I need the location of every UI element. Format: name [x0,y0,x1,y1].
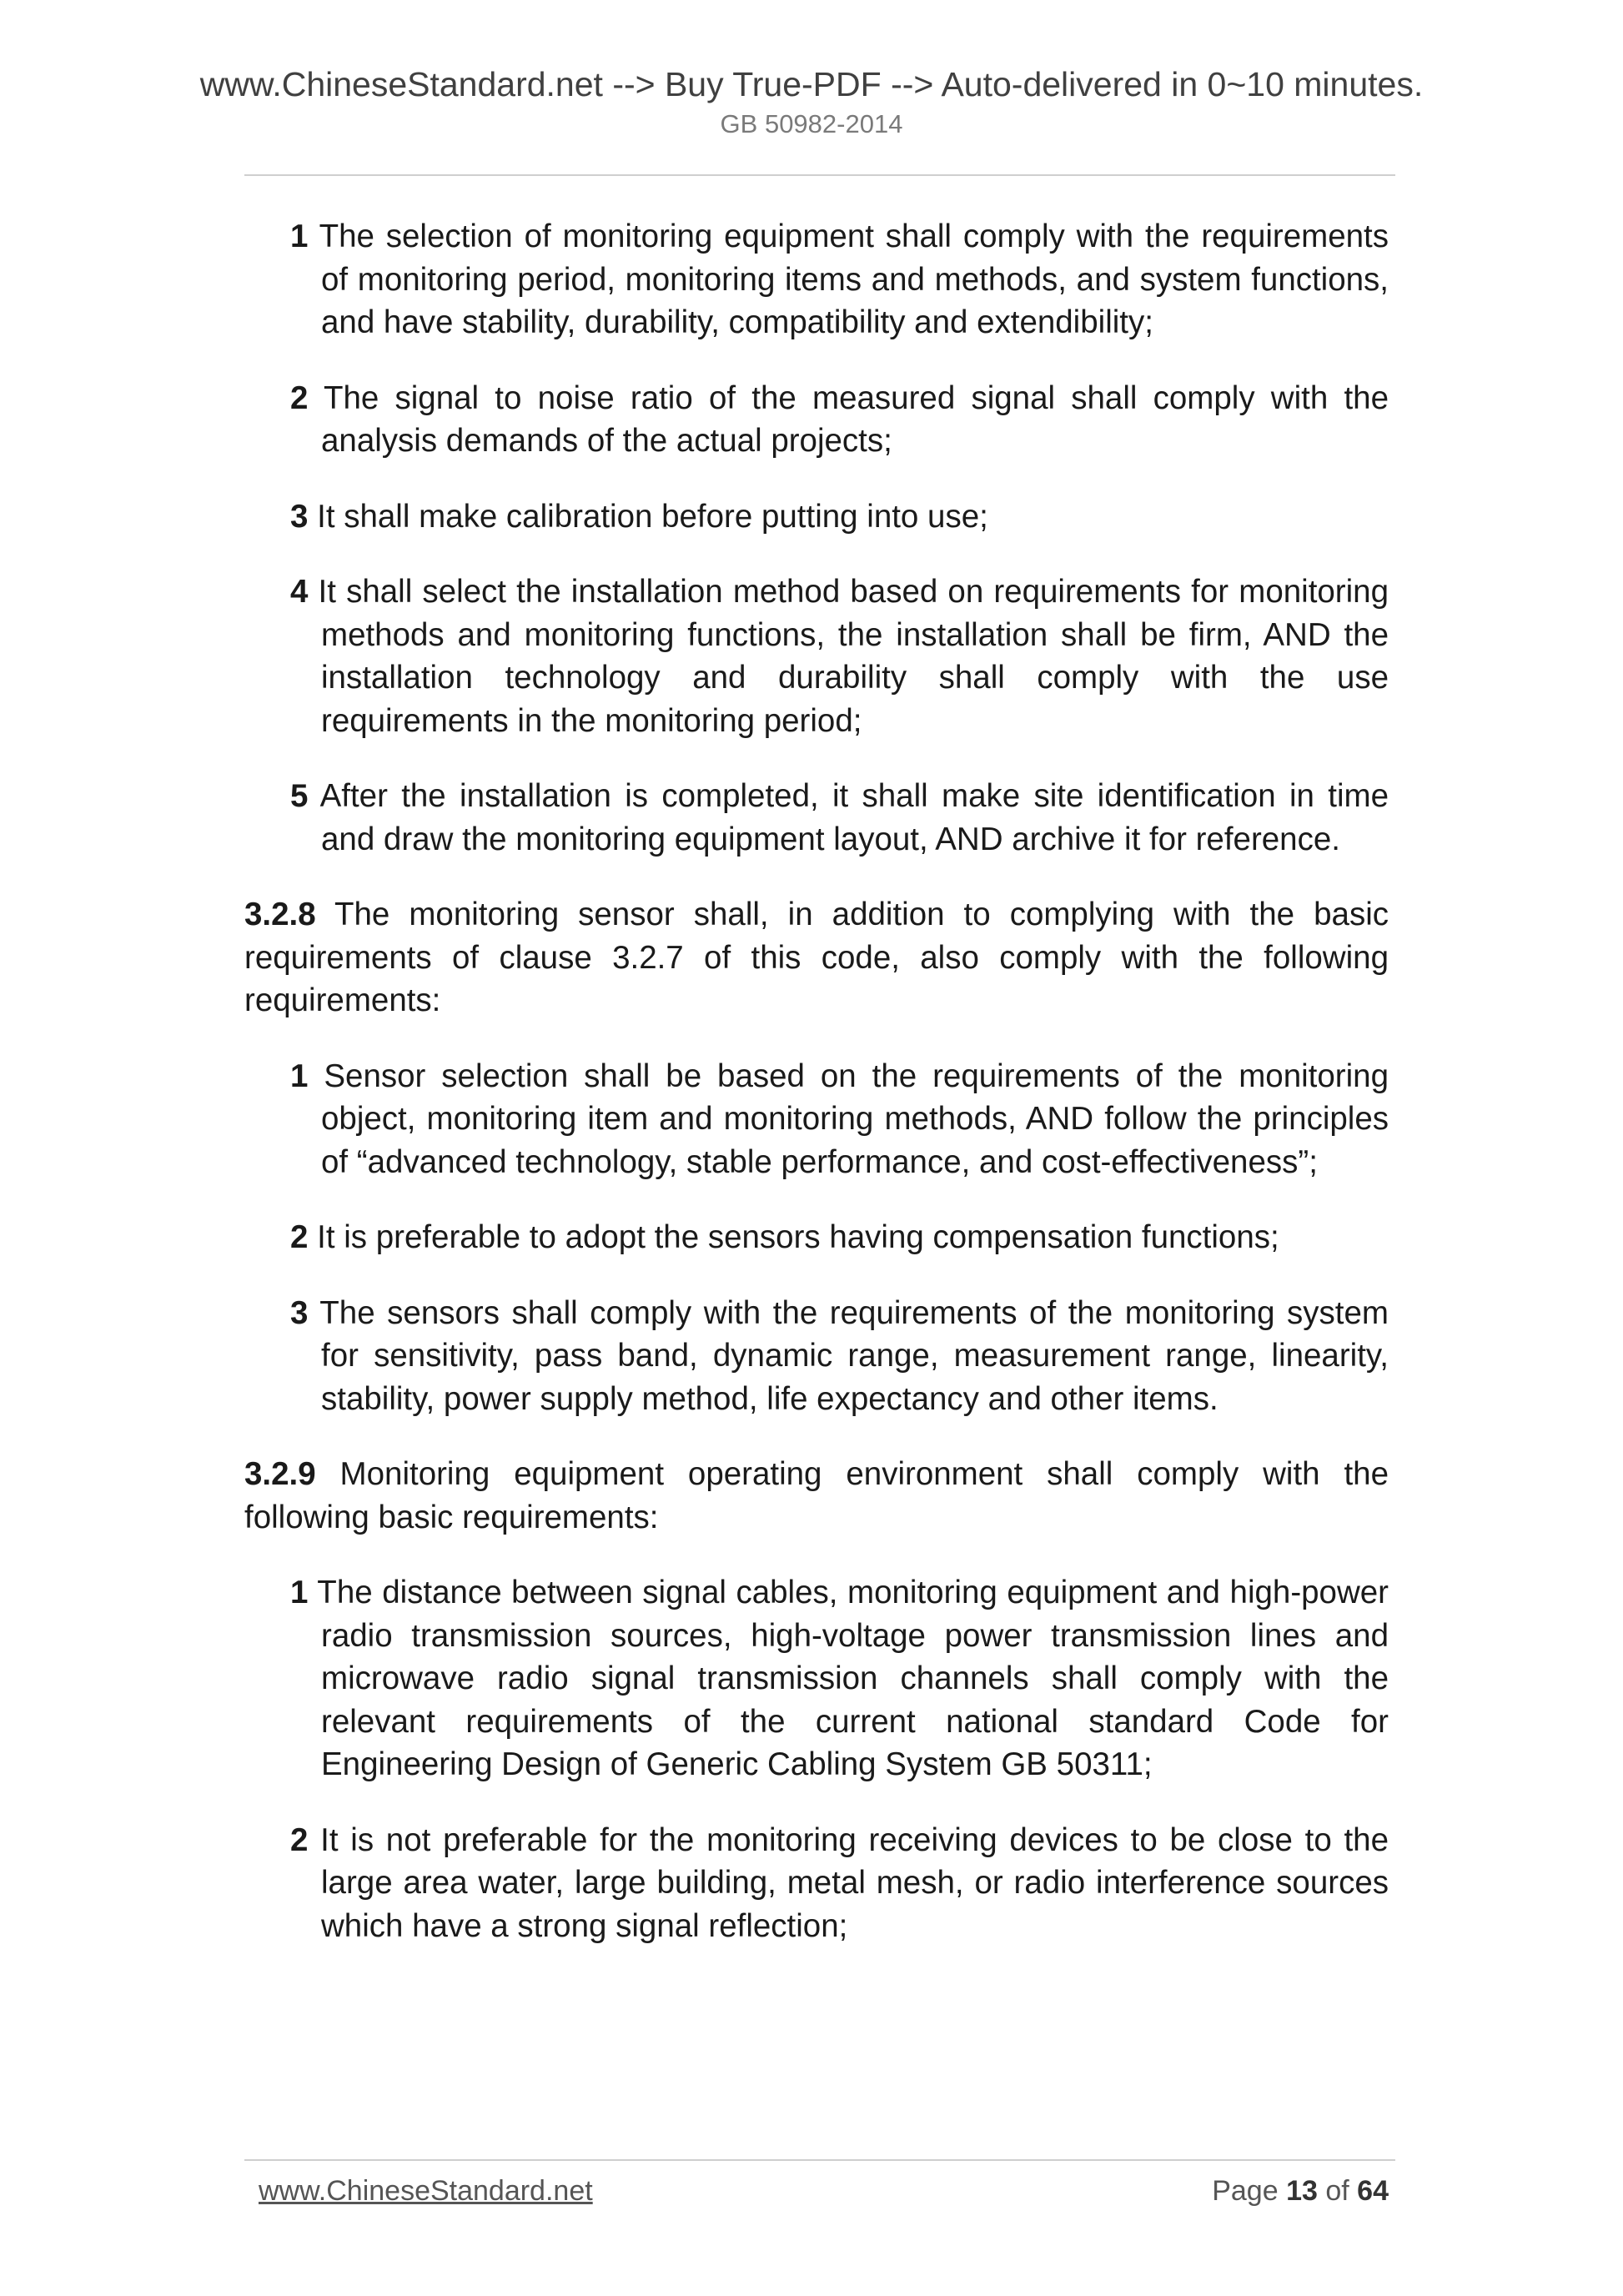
document-body [244,215,1389,1980]
list-item [290,1819,1389,1948]
item-text: It shall select the installation method based on requirements for monitoring methods and monitoring functions, the installation shall be firm, AND the installation technology and durability shall comply with the use requirements in the monitoring period; [308,574,1389,739]
total-pages: 64 [1357,2175,1389,2207]
list-item [290,570,1389,742]
item-number: 3 [290,1294,309,1331]
header-title: www.ChineseStandard.net --> Buy True-PDF --> Auto-delivered in 0~10 minutes. [199,65,1424,103]
list-item [290,495,1389,539]
page-counter [1212,2175,1389,2208]
item-number: 2 [290,1821,309,1858]
item-number: 3 [290,498,309,535]
of-label: of [1325,2175,1349,2207]
footer-site-link[interactable]: www.ChineseStandard.net [259,2175,593,2207]
header-divider [244,174,1395,176]
item-number: 1 [290,219,309,254]
item-text: It is not preferable for the monitoring receiving devices to be close to the large area water, large building, metal mesh, or radio interference sources which have a strong signal reflection; [308,1821,1389,1944]
list-item [290,1571,1389,1786]
clause-3-2-8 [244,893,1389,1022]
list-item [290,1216,1389,1259]
clause-3-2-9 [244,1453,1389,1539]
clause-text: The monitoring sensor shall, in addition to complying with the basic requirements of clause 3.2.7 of this code, also comply with the following requirements: [244,897,1389,1018]
item-number: 2 [290,1219,309,1255]
item-text: The selection of monitoring equipment shall comply with the requirements of monitoring period, monitoring items and methods, and system functions, and have stability, durability, compatibility and extendibility; [308,219,1389,340]
page-label: Page [1212,2175,1279,2207]
item-number: 4 [290,574,309,610]
item-number: 2 [290,379,309,416]
item-text: It shall make calibration before putting into use; [308,498,988,535]
item-text: The signal to noise ratio of the measured signal shall comply with the analysis demands of the actual projects; [308,379,1389,459]
clause-number: 3.2.9 [244,1456,316,1492]
current-page: 13 [1286,2175,1318,2207]
item-text: Sensor selection shall be based on the requirements of the monitoring object, monitoring item and monitoring methods, AND follow the principles of “advanced technology, stable performance, and cost-effectiveness”; [308,1058,1389,1180]
list-item [290,215,1389,344]
list-item [290,377,1389,463]
list-item [290,1292,1389,1421]
item-text: It is preferable to adopt the sensors having compensation functions; [308,1219,1279,1255]
page-header [0,63,1623,140]
item-number: 1 [290,1575,309,1610]
footer-divider [244,2159,1395,2161]
item-text: The sensors shall comply with the requirements of the monitoring system for sensitivity, pass band, dynamic range, measurement range, linearity, stability, power supply method, life expectancy and other items. [308,1294,1389,1417]
item-number: 5 [290,778,309,814]
item-number: 1 [290,1058,309,1094]
list-item [290,1055,1389,1184]
clause-number: 3.2.8 [244,897,316,932]
list-item [290,775,1389,861]
item-text: After the installation is completed, it shall make site identification in time and draw the monitoring equipment layout, AND archive it for reference. [308,778,1389,857]
clause-text: Monitoring equipment operating environment shall comply with the following basic requirements: [244,1456,1389,1535]
standard-number: GB 50982-2014 [720,109,903,138]
page-footer [259,2175,1389,2208]
item-text: The distance between signal cables, monitoring equipment and high-power radio transmission sources, high-voltage power transmission lines and microwave radio signal transmission channels shall comply with the relevant requirements of the current national standard Code for Engineering Design of Generic Cabling System GB 50311; [308,1575,1389,1782]
